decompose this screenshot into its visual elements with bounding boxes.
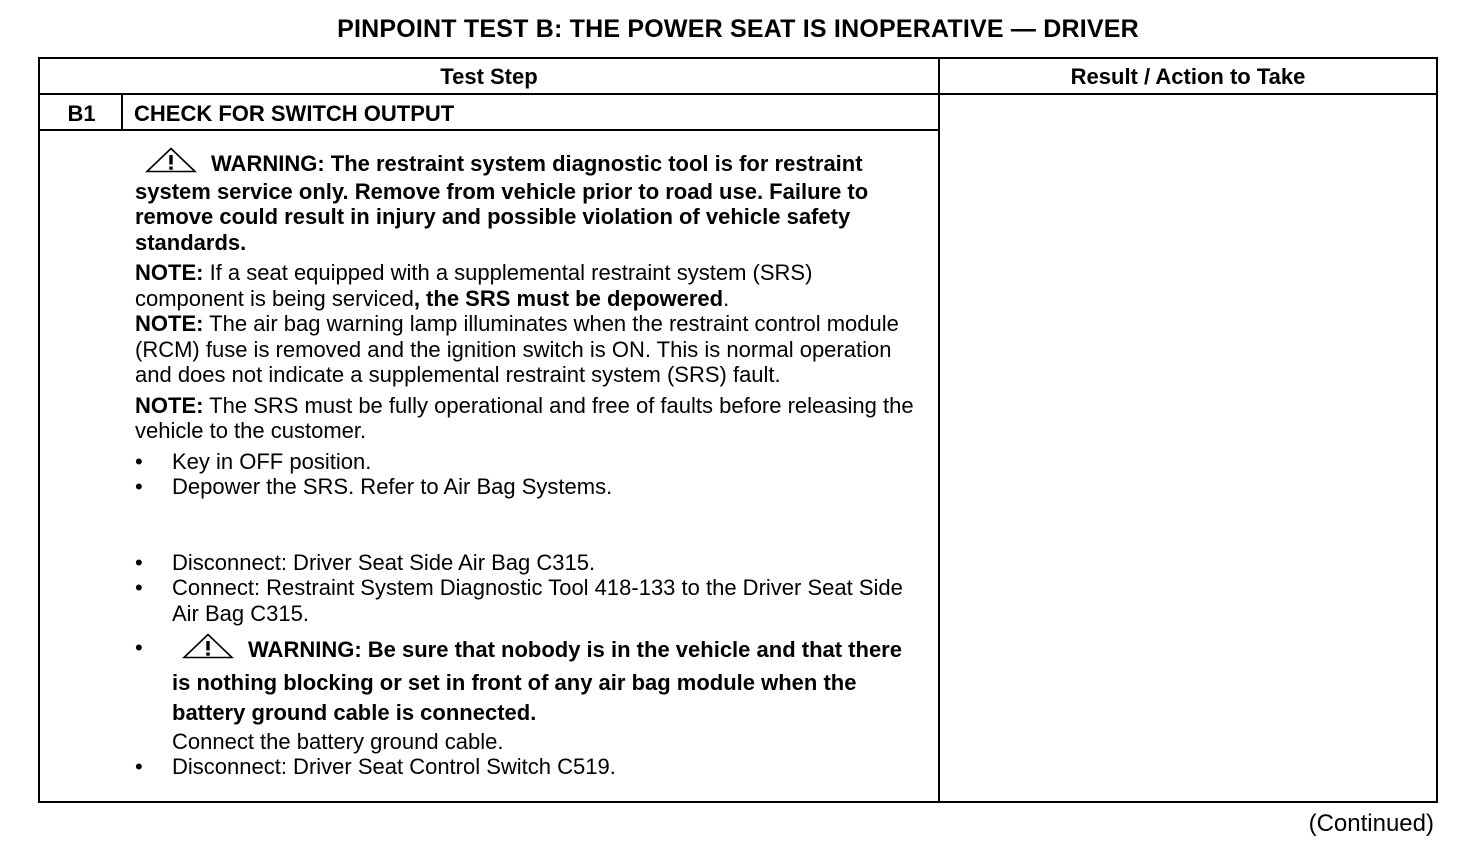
warning-restraint-tool: WARNING: The restraint system diagnostic tool is for restraint system service only. Remove from vehicle prior to road use. Failure to remove could result in injury and possible violation of vehicle safety standards. [135, 147, 925, 255]
step-id: B1 [67, 101, 96, 126]
warning-triangle-icon [182, 633, 234, 668]
list-item-warning: • WARNING: Be sure that nobody is in the vehicle and that there is nothing blocking or set in front of any air bag module when the battery ground cable is connected. [135, 635, 902, 725]
list-item: • Disconnect: Driver Seat Side Air Bag C315. [135, 549, 596, 575]
step-title: CHECK FOR SWITCH OUTPUT [134, 101, 455, 126]
warning-triangle-icon [145, 147, 197, 179]
page-title: PINPOINT TEST B: THE POWER SEAT IS INOPERATIVE — DRIVER [337, 15, 1139, 43]
header-divider [40, 93, 1436, 95]
pinpoint-test-table [38, 57, 1438, 803]
note-srs-operational: NOTE: The SRS must be fully operational and free of faults before releasing the vehicle to the customer. [135, 392, 914, 443]
note-srs-depower: NOTE: If a seat equipped with a supplemental restraint system (SRS) component is being serviced, the SRS must be depowered. [135, 260, 813, 311]
list-item: • Depower the SRS. Refer to Air Bag Systems. [135, 474, 613, 499]
list-item: • Key in OFF position. [135, 448, 372, 474]
list-item: • Disconnect: Driver Seat Control Switch C519. [135, 754, 616, 779]
continued-label: (Continued) [1308, 810, 1434, 837]
list-item-continuation: Connect the battery ground cable. [172, 728, 504, 754]
step-body [135, 147, 925, 780]
column-divider [938, 59, 940, 801]
note-airbag-lamp: NOTE: The air bag warning lamp illuminates when the restraint control module (RCM) fuse is removed and the ignition switch is ON. This is normal operation and does not indicate a supplemental restraint system (SRS) fault. [135, 311, 899, 387]
list-item: • Connect: Restraint System Diagnostic Tool 418-133 to the Driver Seat Side Air Bag C315. [135, 575, 903, 626]
header-test-step: Test Step [440, 64, 538, 89]
header-result-action: Result / Action to Take [1070, 64, 1306, 89]
